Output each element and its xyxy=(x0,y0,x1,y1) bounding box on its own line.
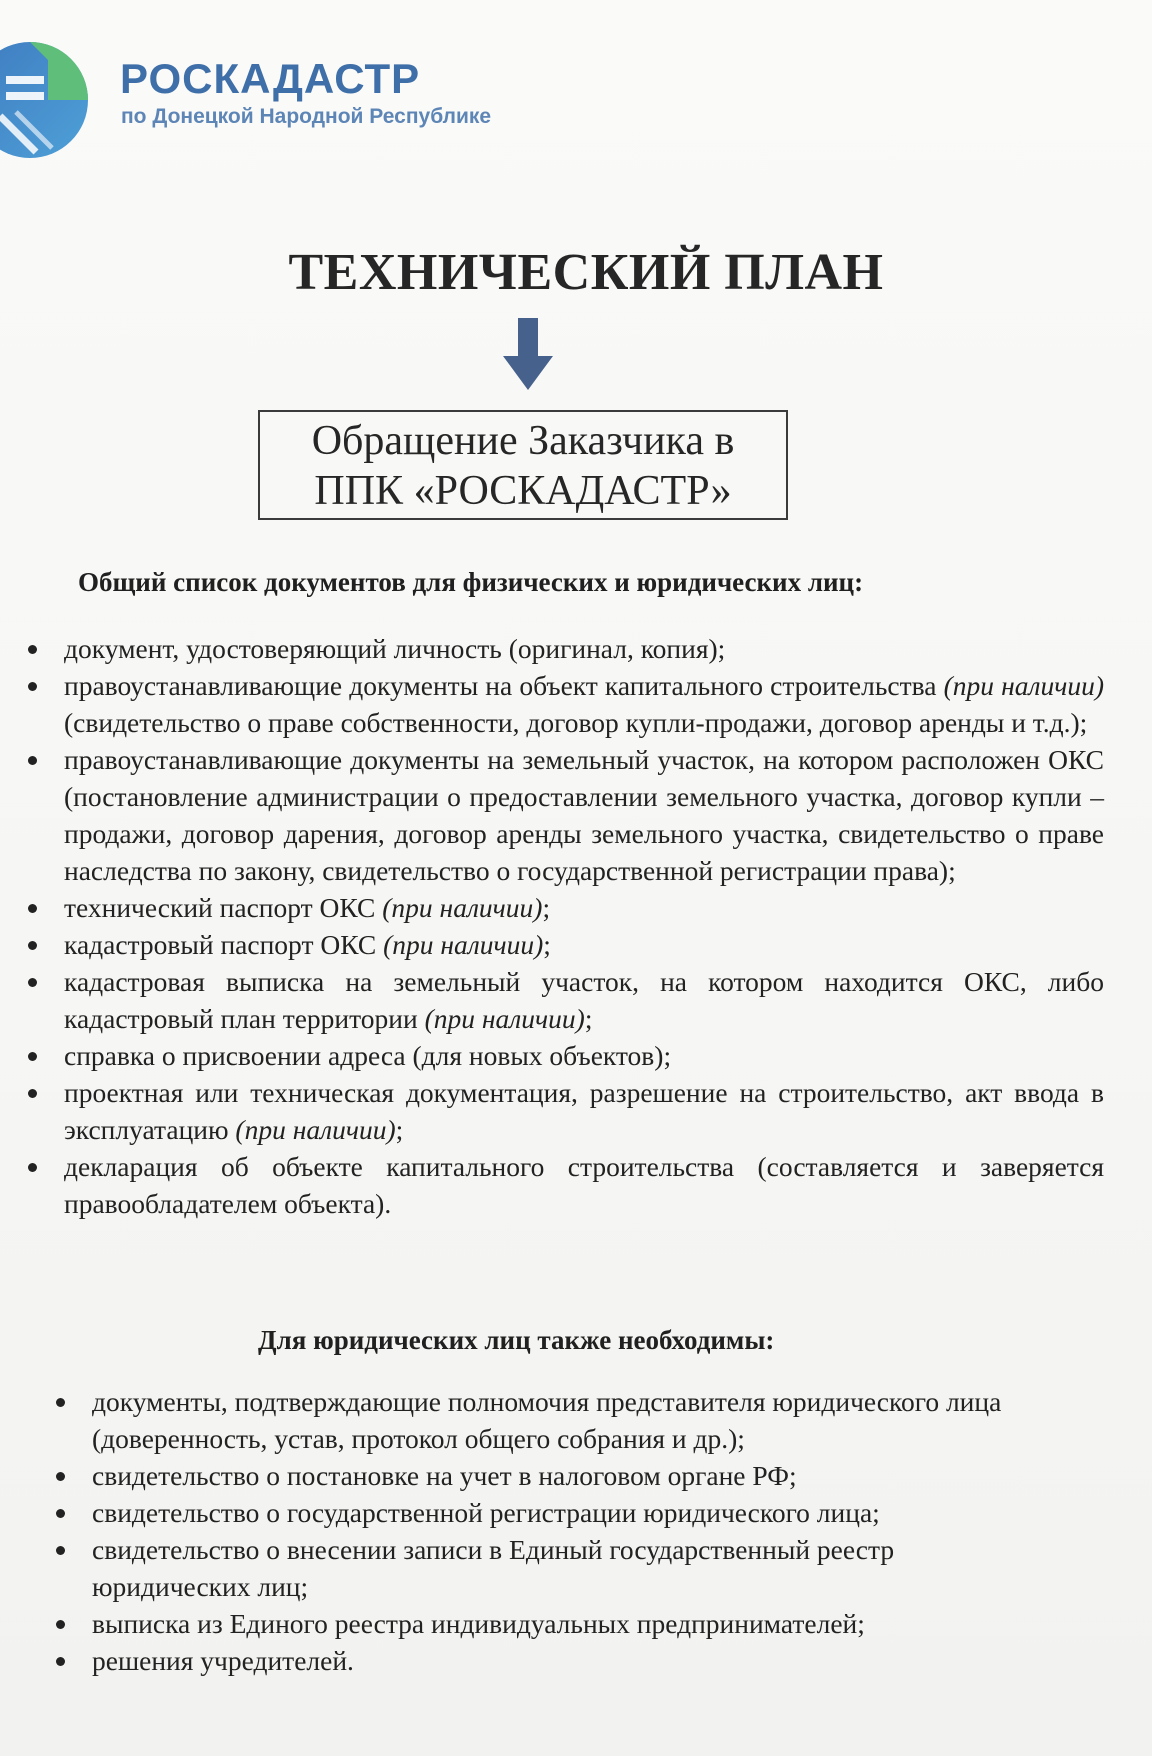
document-title: ТЕХНИЧЕСКИЙ ПЛАН xyxy=(288,244,884,301)
list-item: свидетельство о государственной регистрации юридического лица; xyxy=(92,1494,1012,1531)
request-box-line-2: ППК «РОСКАДАСТР» xyxy=(314,468,732,514)
availability-note: (при наличии) xyxy=(424,1003,585,1034)
list-item: декларация об объекте капитального строительства (составляется и заверяется правообладателем объекта). xyxy=(64,1148,1104,1222)
request-box xyxy=(258,410,788,520)
legal-documents-list xyxy=(92,1383,1012,1679)
list-item: свидетельство о постановке на учет в налоговом органе РФ; xyxy=(92,1457,1012,1494)
list-item: решения учредителей. xyxy=(92,1642,1012,1679)
list-item: документ, удостоверяющий личность (оригинал, копия); xyxy=(64,630,1104,667)
list-item: кадастровый паспорт ОКС (при наличии); xyxy=(64,926,1104,963)
availability-note: (при наличии) xyxy=(943,670,1104,701)
request-box-line-1: Обращение Заказчика в xyxy=(311,418,735,464)
list-item: кадастровая выписка на земельный участок, на котором находится ОКС, либо кадастровый план территории (при наличии); xyxy=(64,963,1104,1037)
legal-section-heading: Для юридических лиц также необходимы: xyxy=(258,1325,775,1355)
brand-name: РОСКАДАСТР xyxy=(120,55,421,102)
list-item: документы, подтверждающие полномочия представителя юридического лица (доверенность, устав, протокол общего собрания и др.); xyxy=(92,1383,1012,1457)
general-documents-list xyxy=(64,630,1104,1222)
arrow-down-icon xyxy=(503,318,553,390)
brand-subtitle: по Донецкой Народной Республике xyxy=(121,105,492,128)
list-item: свидетельство о внесении записи в Единый государственный реестр юридических лиц; xyxy=(92,1531,1012,1605)
availability-note: (при наличии) xyxy=(235,1114,396,1145)
roskadastr-logo-icon xyxy=(0,20,100,170)
availability-note: (при наличии) xyxy=(382,892,543,923)
list-item: технический паспорт ОКС (при наличии); xyxy=(64,889,1104,926)
list-item: справка о присвоении адреса (для новых объектов); xyxy=(64,1037,1104,1074)
availability-note: (при наличии) xyxy=(383,929,544,960)
list-item: проектная или техническая документация, разрешение на строительство, акт ввода в эксплуатацию (при наличии); xyxy=(64,1074,1104,1148)
list-item: правоустанавливающие документы на земельный участок, на котором расположен ОКС (постановление администрации о предоставлении земельного участка, договор купли – продажи, договор дарения, договор аренды земельного участка, свидетельство о праве наследства по закону, свидетельство о государственной регистрации права); xyxy=(64,741,1104,889)
list-item: правоустанавливающие документы на объект капитального строительства (при наличии) (свидетельство о праве собственности, договор купли-продажи, договор аренды и т.д.); xyxy=(64,667,1104,741)
list-item: выписка из Единого реестра индивидуальных предпринимателей; xyxy=(92,1605,1012,1642)
general-section-heading: Общий список документов для физических и юридических лиц: xyxy=(78,567,864,597)
